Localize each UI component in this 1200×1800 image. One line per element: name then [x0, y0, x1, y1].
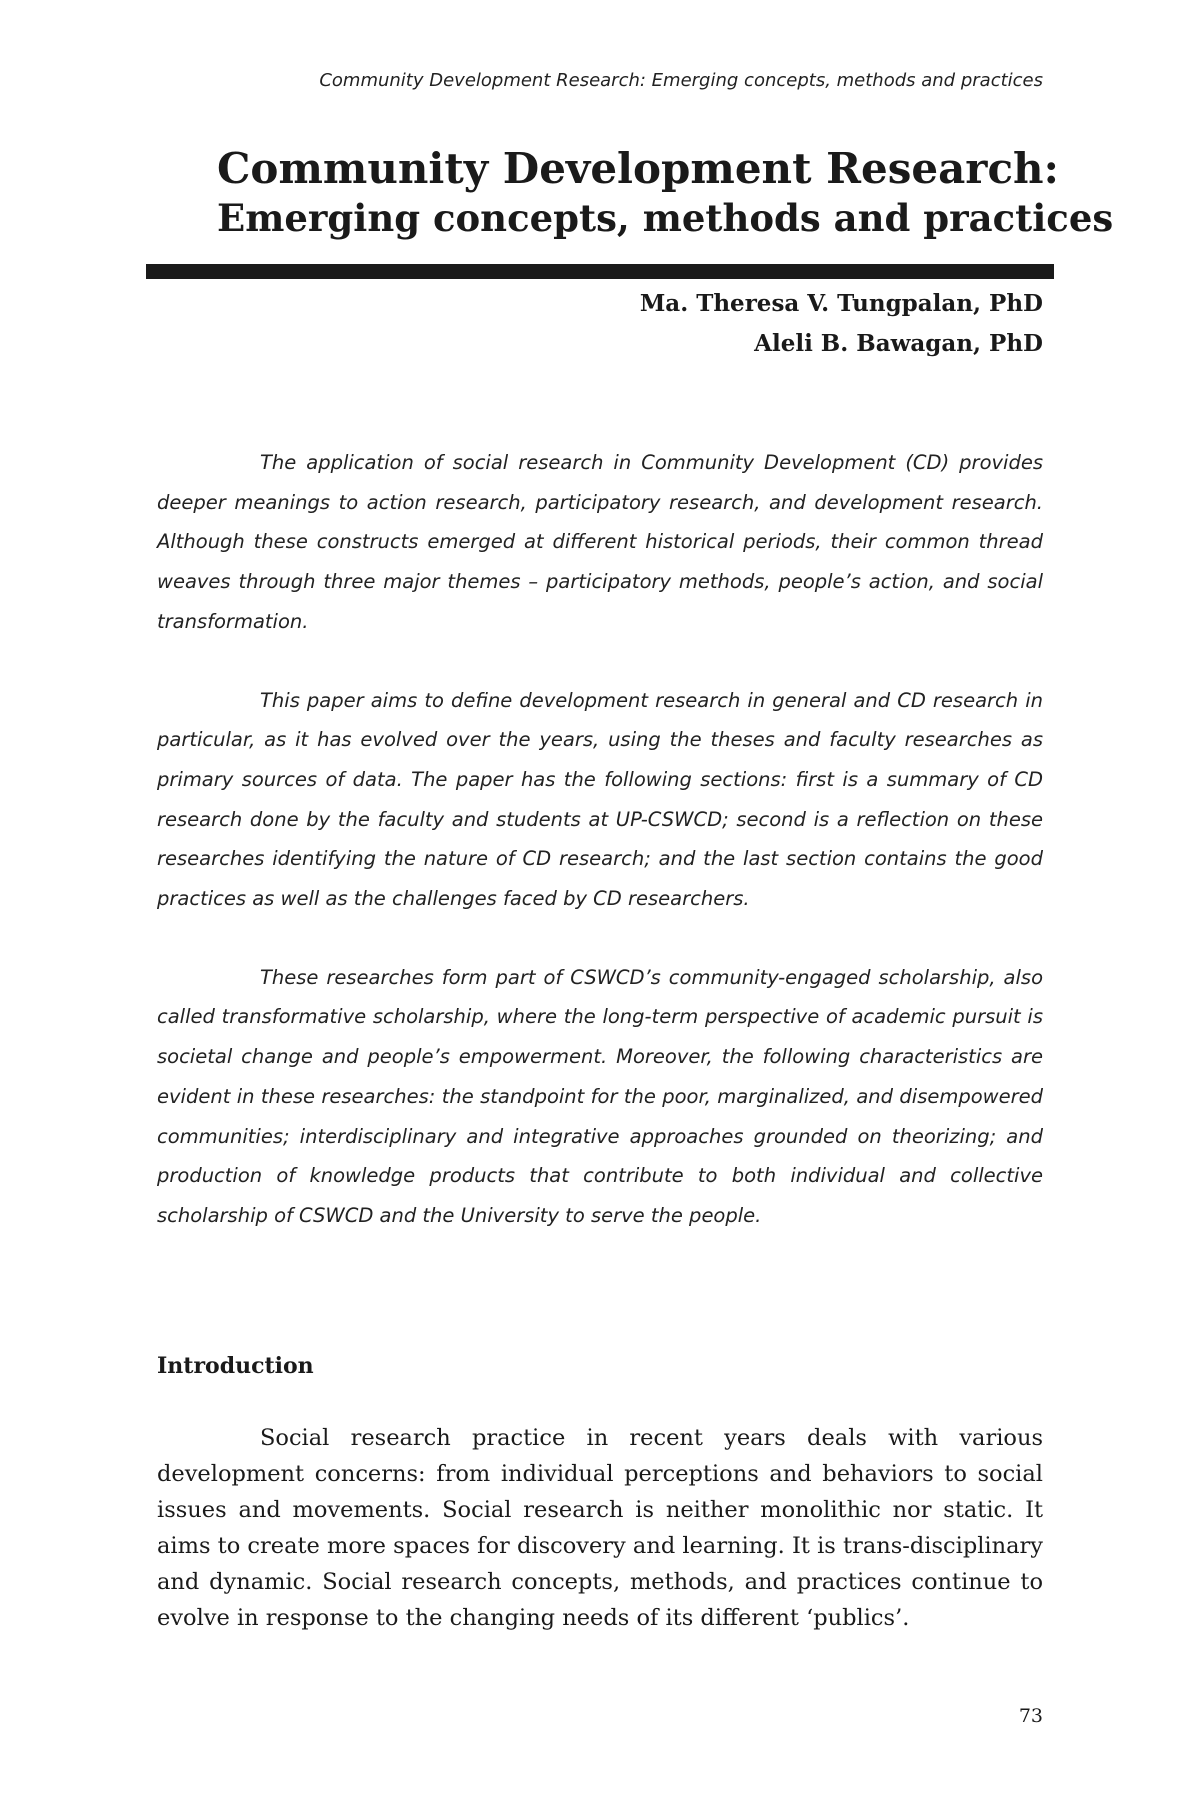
- abstract-paragraph-1: The application of social research in Community Development (CD) provides deeper meanings to action research, participatory research, and development research. Although these constructs emerged at different historical periods, their common thread weaves through three major themes – participatory methods, people’s action, and social transformation.: [157, 451, 1043, 633]
- abstract-paragraph-2: This paper aims to define development research in general and CD research in particular, as it has evolved over the years, using the theses and faculty researches as primary sources of data. The paper has the following sections: first is a summary of CD research done by the faculty and students at UP-CSWCD; second is a reflection on these researches identifying the nature of CD research; and the last section contains the good practices as well as the challenges faced by CD researchers.: [157, 688, 1043, 911]
- title-rule: [146, 264, 1054, 279]
- abstract-paragraph-3: These researches form part of CSWCD’s community-engaged scholarship, also called transformative scholarship, where the long-term perspective of academic pursuit is societal change and people’s empowerment. Moreover, the following characteristics are evident in these researches: the standpoint for the poor, marginalized, and disempowered communities; interdisciplinary and integrative approaches grounded on theorizing; and production of knowledge products that contribute to both individual and collective scholarship of CSWCD and the University to serve the people.: [157, 965, 1043, 1227]
- abstract: [157, 443, 1043, 1275]
- section-heading-introduction: Introduction: [157, 1353, 314, 1379]
- paper-subtitle: Emerging concepts, methods and practices: [217, 196, 1114, 240]
- intro-paragraph: Social research practice in recent years deals with various development concerns: from individual perceptions and behaviors to social issues and movements. Social research is neither monolithic nor static. It aims to create more spaces for discovery and learning. It is trans-disciplinary and dynamic. Social research concepts, methods, and practices continue to evolve in response to the changing needs of its different ‘publics’.: [157, 1425, 1043, 1631]
- page-number: 73: [1018, 1705, 1043, 1727]
- paper-title: Community Development Research:: [217, 144, 1060, 193]
- authors: [400, 284, 1043, 364]
- running-header: Community Development Research: Emerging concepts, methods and practices: [319, 70, 1043, 91]
- author-1: Ma. Theresa V. Tungpalan, PhD: [639, 290, 1043, 317]
- author-2: Aleli B. Bawagan, PhD: [754, 330, 1043, 357]
- title-block: [217, 143, 1113, 241]
